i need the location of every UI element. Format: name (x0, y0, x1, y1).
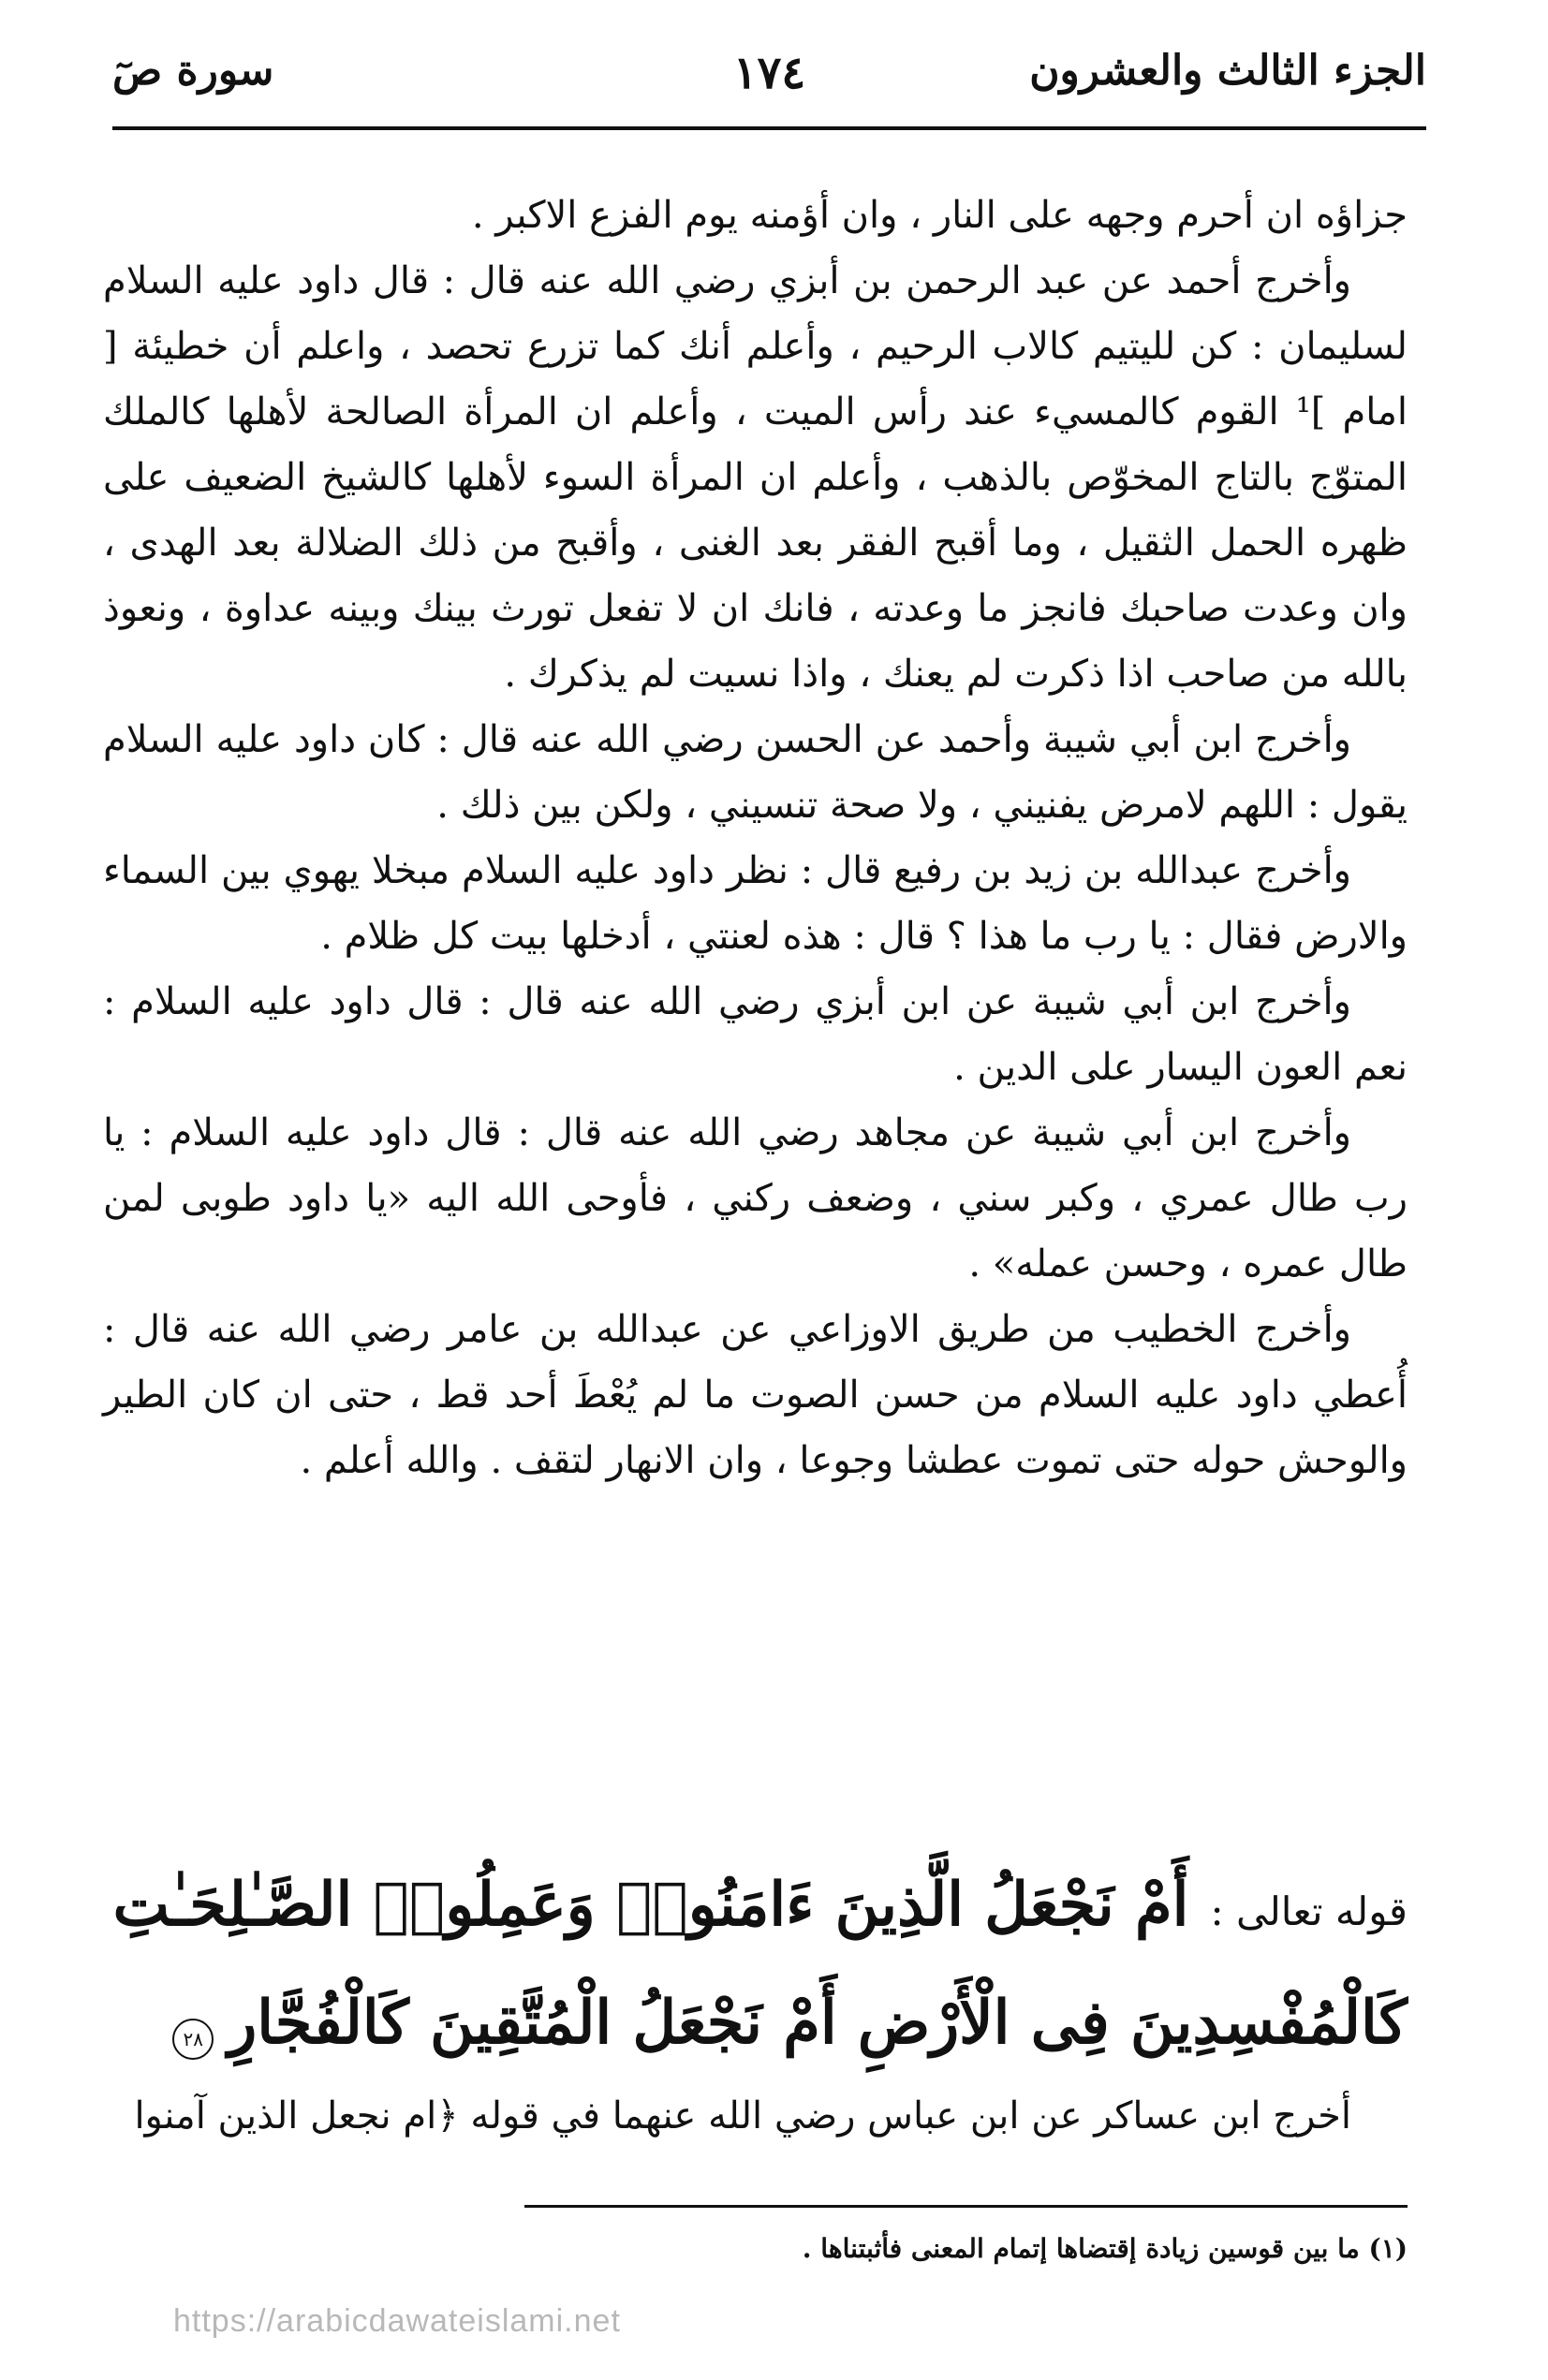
header-rule (112, 126, 1426, 130)
verse-number-badge: ٢٨ (172, 2019, 214, 2060)
paragraph: جزاؤه ان أحرم وجهه على النار ، وان أؤمنه يوم الفزع الاكبر . (471, 194, 1408, 237)
surah-title: سورة صٓ (112, 47, 274, 95)
verse-text: أَمْ نَجْعَلُ الَّذِينَ ءَامَنُوا۟ وَعَمِلُوا۟ الصَّـٰلِحَـٰتِ كَالْمُفْسِدِينَ فِى الْأَرْضِ أَمْ نَجْعَلُ الْمُتَّقِينَ كَالْفُجَّارِ (112, 1870, 1408, 2058)
body-text (103, 183, 1408, 1493)
footnote: (١) ما بين قوسين زيادة إقتضاها إتمام المعنى فأثبتناها . (802, 2233, 1408, 2264)
page-number: ١٧٤ (732, 47, 806, 99)
quran-verse-block (103, 1854, 1408, 2090)
paragraph: وأخرج عبدالله بن زيد بن رفيع قال : نظر داود عليه السلام مبخلا يهوي بين السماء والارض فقال : يا رب ما هذا ؟ قال : هذه لعنتي ، أدخلها بيت كل ظلام . (103, 849, 1408, 958)
paragraph: وأخرج ابن أبي شيبة عن مجاهد رضي الله عنه قال : قال داود عليه السلام : يا رب طال عمري ، وكبر سني ، وضعف ركني ، فأوحى الله اليه «يا داود طوبى لمن طال عمره ، وحسن عمله» . (103, 1111, 1408, 1285)
footnote-rule (524, 2205, 1408, 2208)
paragraph: وأخرج أحمد عن عبد الرحمن بن أبزي رضي الله عنه قال : قال داود عليه السلام لسليمان : كن لليتيم كالاب الرحيم ، وأعلم أنك كما تزرع تحصد ، واعلم أن خطيئة [ امام ]¹ القوم كالمسيء عند رأس الميت ، وأعلم ان المرأة الصالحة لأهلها كالملك المتوّج بالتاج المخوّص بالذهب ، وأعلم ان المرأة السوء لأهلها كالشيخ الضعيف على ظهره الحمل الثقيل ، وما أقبح الفقر بعد الغنى ، وأقبح من ذلك الضلالة بعد الهدى ، وان وعدت صاحبك فانجز ما وعدته ، فانك ان لا تفعل تورث بينك وبينه عداوة ، ونعوذ بالله من صاحب اذا ذكرت لم يعنك ، واذا نسيت لم يذكرك . (103, 259, 1408, 696)
paragraph: أخرج ابن عساكر عن ابن عباس رضي الله عنهما في قوله ﴿ام نجعل الذين آمنوا (134, 2094, 1351, 2138)
paragraph: وأخرج ابن أبي شيبة وأحمد عن الحسن رضي الله عنه قال : كان داود عليه السلام يقول : اللهم لامرض يفنيني ، ولا صحة تنسيني ، ولكن بين ذلك . (103, 718, 1408, 827)
part-title: الجزء الثالث والعشرون (1029, 47, 1426, 95)
paragraph: وأخرج الخطيب من طريق الاوزاعي عن عبدالله بن عامر رضي الله عنه قال : أُعطي داود عليه السلام من حسن الصوت ما لم يُعْطَ أحد قط ، حتى ان كان الطير والوحش حوله حتى تموت عطشا وجوعا ، وان الانهار لتقف . والله أعلم . (103, 1308, 1408, 1482)
verse-intro: قوله تعالى : (1210, 1888, 1408, 1934)
paragraph: وأخرج ابن أبي شيبة عن ابن أبزي رضي الله عنه قال : قال داود عليه السلام : نعم العون اليسار على الدين . (103, 980, 1408, 1089)
running-header (112, 37, 1426, 122)
watermark-url: https://arabicdawateislami.net (173, 2303, 621, 2339)
